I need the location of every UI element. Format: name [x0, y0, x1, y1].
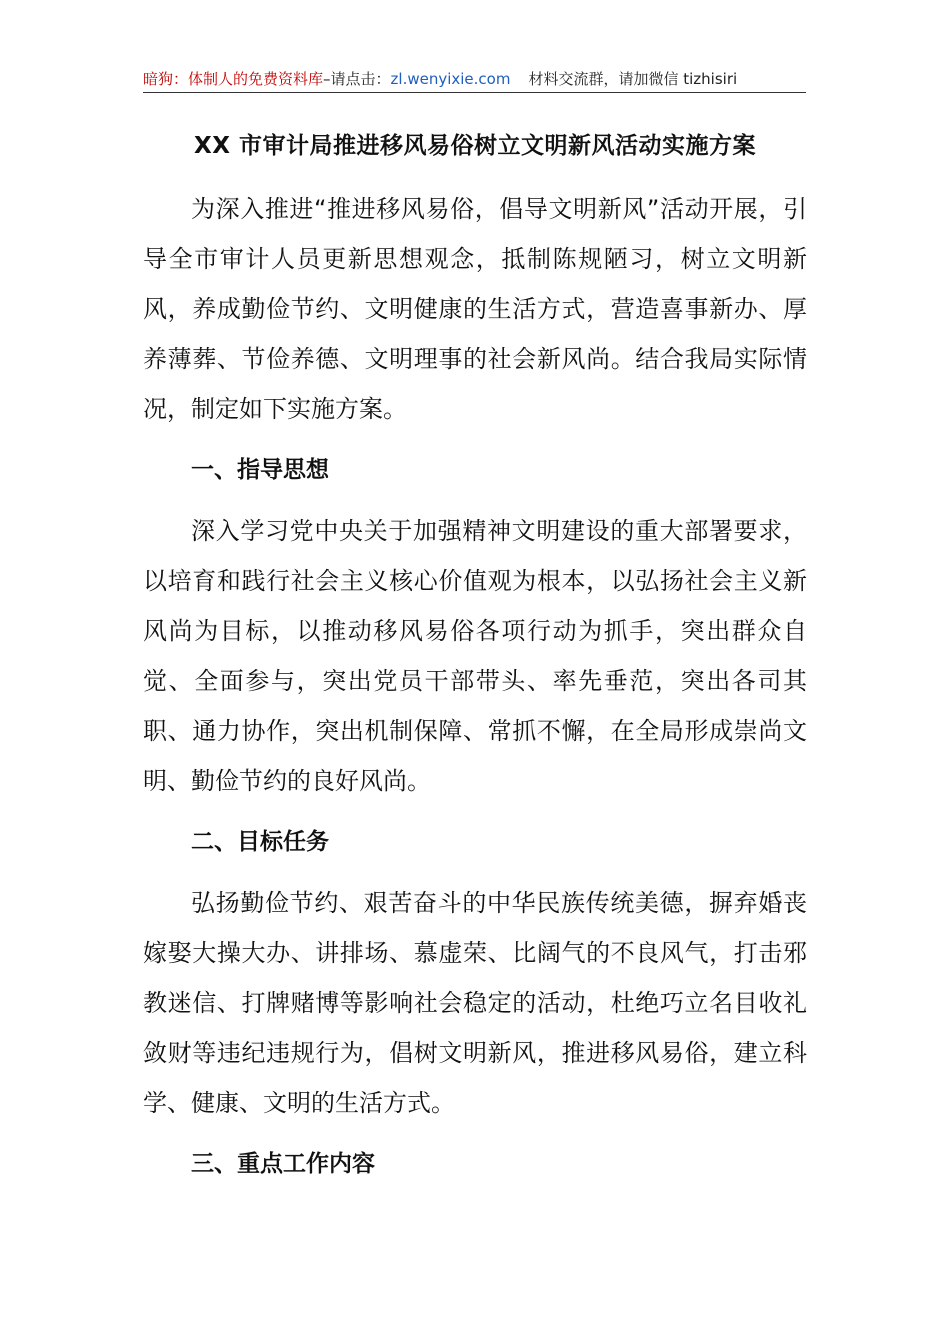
section-heading-goals: 二、目标任务 — [191, 829, 329, 855]
section-heading-guiding-ideology: 一、指导思想 — [191, 457, 329, 483]
section-body-goals: 弘扬勤俭节约、艰苦奋斗的中华民族传统美德，摒弃婚丧嫁娶大操大办、讲排场、慕虚荣、比阔气的不良风气，打击邪教迷信、打牌赌博等影响社会稳定的活动，杜绝巧立名目收礼敛财等违纪违规行为，倡树文明新风，推进移风易俗，建立科学、健康、文明的生活方式。 — [143, 889, 807, 1117]
header-prompt: –请点击： — [323, 70, 391, 88]
intro-paragraph: 为深入推进“推进移风易俗，倡导文明新风”活动开展，引导全市审计人员更新思想观念，抵制陈规陋习，树立文明新风，养成勤俭节约、文明健康的生活方式，营造喜事新办、厚养薄葬、节俭养德、文明理事的社会新风尚。结合我局实际情况，制定如下实施方案。 — [143, 195, 807, 423]
section-heading-key-work: 三、重点工作内容 — [191, 1151, 375, 1177]
document-title: XX 市审计局推进移风易俗树立文明新风活动实施方案 — [194, 133, 756, 159]
header-link[interactable]: zl.wenyixie.com — [390, 70, 511, 88]
header-brand: 暗狗：体制人的免费资料库 — [143, 70, 324, 88]
page-header — [143, 68, 806, 93]
section-body-guiding-ideology: 深入学习党中央关于加强精神文明建设的重大部署要求，以培育和践行社会主义核心价值观为根本，以弘扬社会主义新风尚为目标，以推动移风易俗各项行动为抓手，突出群众自觉、全面参与，突出党员干部带头、率先垂范，突出各司其职、通力协作，突出机制保障、常抓不懈，在全局形成崇尚文明、勤俭节约的良好风尚。 — [143, 517, 807, 795]
header-wechat-note: 材料交流群，请加微信 tizhisiri — [528, 70, 738, 88]
